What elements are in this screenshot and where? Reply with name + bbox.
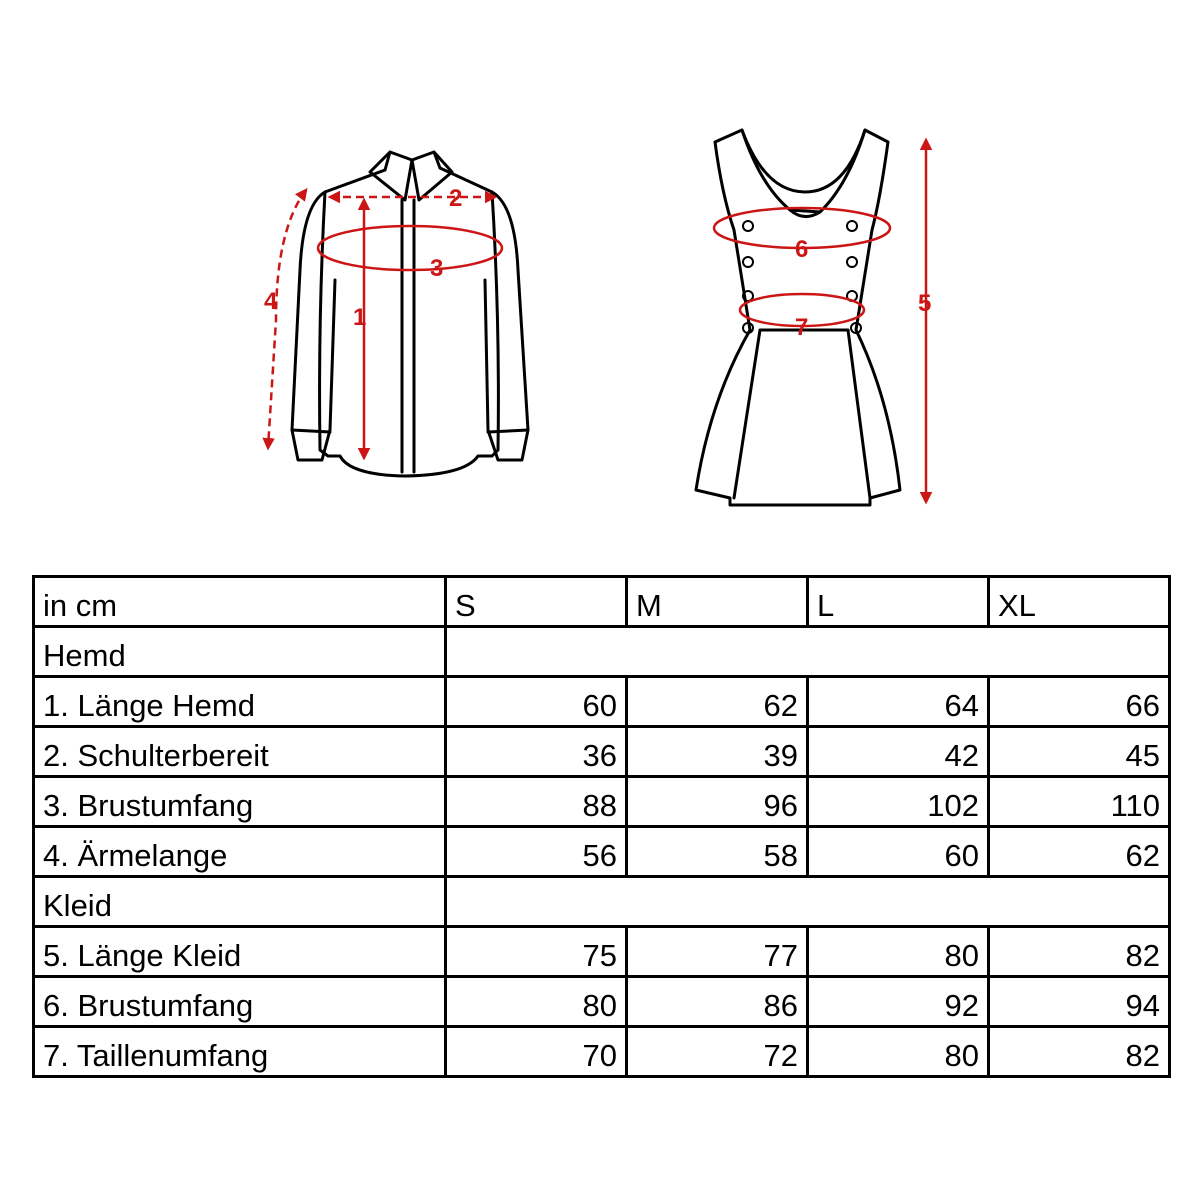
shirt-right-sleeve <box>485 192 528 460</box>
measurement-value: 62 <box>627 677 808 727</box>
measurement-value: 80 <box>808 927 989 977</box>
section-title: Kleid <box>34 877 446 927</box>
measurement-value: 64 <box>808 677 989 727</box>
size-header: XL <box>989 577 1170 627</box>
shirt-drawing <box>292 152 528 476</box>
shirt-placket <box>402 200 414 472</box>
measurement-label: 5. Länge Kleid <box>34 927 446 977</box>
shirt-body <box>320 168 499 476</box>
dress-label-6: 6 <box>795 236 809 263</box>
size-table <box>32 575 1171 1078</box>
section-row <box>34 627 1170 677</box>
measurement-value: 45 <box>989 727 1170 777</box>
section-row <box>34 877 1170 927</box>
measurement-value: 80 <box>446 977 627 1027</box>
measurement-value: 102 <box>808 777 989 827</box>
shirt-collar <box>370 152 452 200</box>
shirt-label-2: 2 <box>449 185 463 212</box>
measurement-label: 4. Ärmelange <box>34 827 446 877</box>
dress-label-7: 7 <box>795 314 809 341</box>
measurement-value: 75 <box>446 927 627 977</box>
measurement-value: 94 <box>989 977 1170 1027</box>
shirt-label-4: 4 <box>264 288 278 315</box>
measurement-value: 58 <box>627 827 808 877</box>
shirt-left-sleeve <box>292 192 335 460</box>
size-table-body <box>34 577 1170 1077</box>
table-row <box>34 677 1170 727</box>
measure-4-line <box>268 190 306 448</box>
table-row <box>34 927 1170 977</box>
measurement-value: 82 <box>989 1027 1170 1077</box>
size-header: M <box>627 577 808 627</box>
table-row <box>34 727 1170 777</box>
measurement-value: 39 <box>627 727 808 777</box>
unit-label: in cm <box>34 577 446 627</box>
measurement-value: 110 <box>989 777 1170 827</box>
size-header: L <box>808 577 989 627</box>
measurement-value: 60 <box>808 827 989 877</box>
table-row <box>34 1027 1170 1077</box>
measurement-value: 42 <box>808 727 989 777</box>
measurement-value: 96 <box>627 777 808 827</box>
section-title: Hemd <box>34 627 446 677</box>
table-header-row <box>34 577 1170 627</box>
dress-panels <box>734 330 870 498</box>
measurement-value: 70 <box>446 1027 627 1077</box>
measurement-value: 82 <box>989 927 1170 977</box>
shirt-label-1: 1 <box>353 304 367 331</box>
measurement-label: 3. Brustumfang <box>34 777 446 827</box>
garment-figures <box>0 0 1200 560</box>
measurement-value: 60 <box>446 677 627 727</box>
table-row <box>34 977 1170 1027</box>
measurement-label: 7. Taillenumfang <box>34 1027 446 1077</box>
garment-diagram <box>0 0 1200 560</box>
measurement-value: 80 <box>808 1027 989 1077</box>
measure-3-ellipse <box>318 226 502 270</box>
table-row <box>34 777 1170 827</box>
measurement-label: 1. Länge Hemd <box>34 677 446 727</box>
measurement-label: 6. Brustumfang <box>34 977 446 1027</box>
measurement-value: 86 <box>627 977 808 1027</box>
table-row <box>34 827 1170 877</box>
measurement-value: 92 <box>808 977 989 1027</box>
size-header: S <box>446 577 627 627</box>
measurement-value: 72 <box>627 1027 808 1077</box>
measurement-value: 36 <box>446 727 627 777</box>
measurement-value: 62 <box>989 827 1170 877</box>
measurement-value: 66 <box>989 677 1170 727</box>
shirt-label-3: 3 <box>430 255 444 282</box>
measurement-value: 88 <box>446 777 627 827</box>
section-blank-cell <box>446 877 1170 927</box>
measurement-value: 56 <box>446 827 627 877</box>
measurement-label: 2. Schulterbereit <box>34 727 446 777</box>
measurement-value: 77 <box>627 927 808 977</box>
dress-label-5: 5 <box>918 290 932 317</box>
section-blank-cell <box>446 627 1170 677</box>
